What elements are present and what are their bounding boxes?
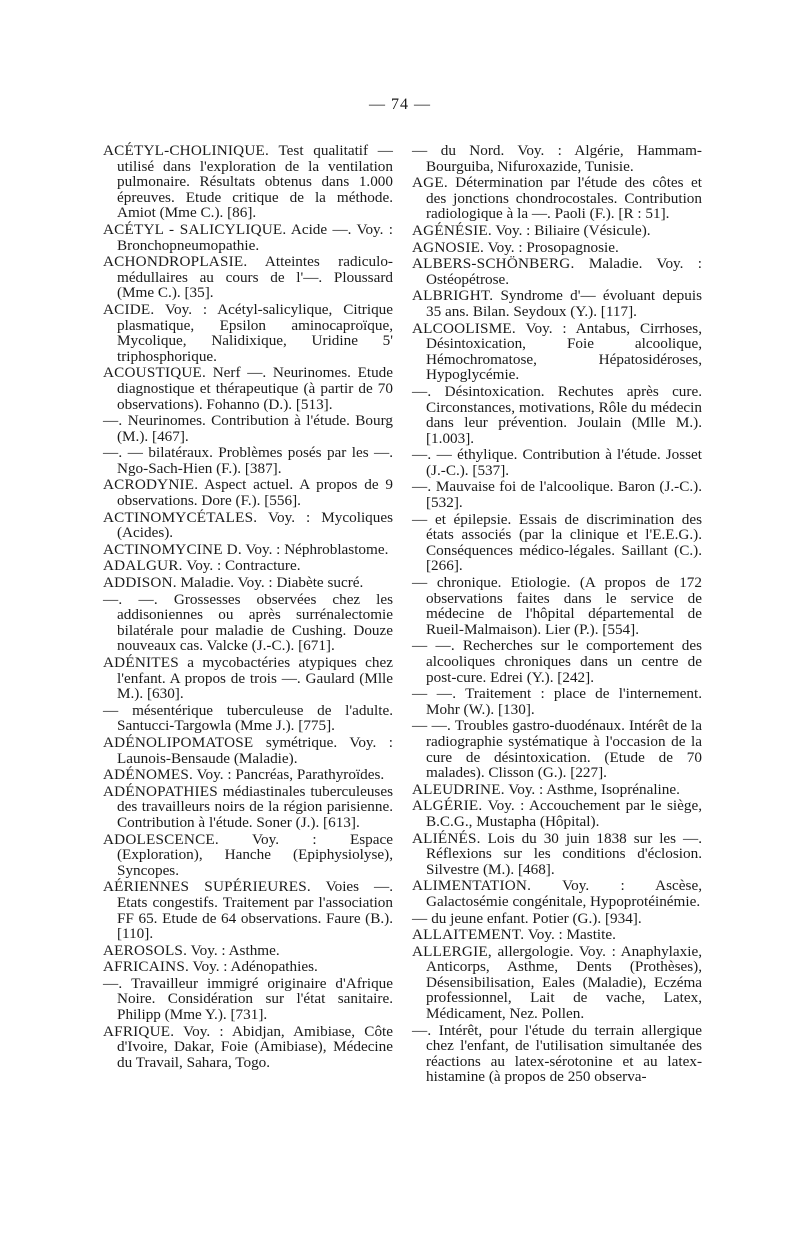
index-entry: [103, 558, 393, 574]
entry-headword: ALIMENTATION.: [412, 877, 532, 895]
index-entry: [412, 686, 702, 717]
entry-headword: —. —: [412, 446, 453, 464]
index-entry: [412, 175, 702, 222]
entry-text: Maladie. Voy. : Diabète sucré.: [180, 574, 364, 592]
entry-headword: ALEUDRINE.: [412, 780, 505, 798]
index-entry: [412, 384, 702, 446]
entry-headword: ACRODYNIE.: [103, 476, 199, 494]
entry-text: — bilatéraux. Problèmes posés par les —. Ngo-Sach-Hien (F.). [387].: [117, 444, 393, 477]
index-entry: [412, 638, 702, 685]
entry-headword: ADALGUR.: [103, 557, 183, 575]
index-entry: [103, 254, 393, 301]
index-entry: [103, 413, 393, 444]
entry-headword: —.: [103, 412, 123, 430]
index-entry: [412, 944, 702, 1022]
entry-headword: ADÉNOMES.: [103, 766, 193, 784]
index-entry: [103, 1024, 393, 1071]
entry-headword: — —.: [412, 637, 455, 655]
index-entry: [103, 510, 393, 541]
entry-headword: ALCOOLISME.: [412, 319, 516, 337]
entry-headword: —: [412, 909, 428, 927]
entry-text: Nerf —. Neurinomes. Etude diagnostique et thérapeutique (à partir de 70 observations). Fohanno (D.). [513].: [117, 364, 394, 413]
entry-headword: ALLERGIE,: [412, 942, 492, 960]
entry-text: Voy. : Abidjan, Amibiase, Côte d'Ivoire, Dakar, Foie (Amibiase), Médecine du Travail, Sahara, Togo.: [117, 1022, 393, 1071]
index-entry: [412, 288, 702, 319]
index-entry: [103, 784, 393, 831]
index-entry: [412, 782, 702, 798]
entry-headword: AÉRIENNES SUPÉRIEURES.: [103, 878, 311, 896]
entry-text: Troubles gastro-duodénaux. Intérêt de la radiographie systématique à l'occasion de la cure de désintoxication. (Etude de 70 malades). Clisson (G.). [227].: [426, 717, 702, 782]
entry-headword: ACÉTYL-CHOLINIQUE.: [103, 142, 269, 159]
index-entry: [103, 445, 393, 476]
entry-headword: —.: [412, 1021, 432, 1039]
entry-text: Désintoxication. Rechutes après cure. Circonstances, motivations, Rôle du médecin dans leur prévention. Joulain (Mlle M.). [1.003].: [426, 382, 702, 447]
index-entry: [103, 302, 393, 364]
entry-text: Voy. : Contracture.: [186, 557, 301, 575]
entry-headword: —.: [412, 478, 432, 496]
index-entry: [103, 655, 393, 702]
entry-text: Recherches sur le comportement des alcooliques chroniques dans un centre de post-cure. Edrei (Y.). [242].: [426, 637, 702, 686]
entry-text: Voy. : Néphroblastome.: [245, 540, 389, 558]
entry-text: Voy. : Adénopathies.: [192, 958, 318, 976]
entry-text: Voy. : Antabus, Cirrhoses, Désintoxication, Foie alcoolique, Hémochromatose, Hépatosidéroses, Hypoglycémie.: [426, 319, 702, 384]
entry-text: du Nord. Voy. : Algérie, Hammam-Bourguiba, Nifuroxazide, Tunisie.: [426, 142, 702, 175]
entry-headword: ALBRIGHT.: [412, 287, 494, 305]
index-entry: [412, 512, 702, 574]
index-entry: [412, 911, 702, 927]
entry-text: et épilepsie. Essais de discrimination des états associés (par la clinique et l'E.E.G.). Conséquences médico-légales. Saillant (C.). [266].: [426, 510, 703, 575]
entry-headword: AFRIQUE.: [103, 1022, 175, 1040]
entry-headword: —. —.: [103, 590, 158, 608]
index-entry: [103, 222, 393, 253]
index-entry: [103, 592, 393, 654]
index-entry: [412, 718, 702, 780]
entry-headword: —.: [103, 444, 123, 462]
entry-text: Acide —. Voy. : Bronchopneumopathie.: [117, 220, 393, 254]
entry-text: Voy. : Asthme.: [190, 941, 280, 959]
index-entry: [103, 943, 393, 959]
index-entry: [103, 703, 393, 734]
entry-text: Mauvaise foi de l'alcoolique. Baron (J.-C.). [532].: [426, 478, 702, 512]
entry-text: Aspect actuel. A propos de 9 observations. Dore (F.). [556].: [117, 476, 393, 510]
entry-text: Voy. : Prosopagnosie.: [487, 238, 619, 256]
entry-text: Atteintes radiculo-médullaires au cours de l'—. Ploussard (Mme C.). [35].: [117, 253, 393, 302]
entry-text: Syndrome d'— évoluant depuis 35 ans. Bilan. Seydoux (Y.). [117].: [426, 287, 703, 320]
index-entry: [412, 798, 702, 829]
index-entry: [103, 477, 393, 508]
index-entry: [412, 878, 702, 909]
index-entry: [103, 575, 393, 591]
entry-text: Voy. : Biliaire (Vésicule).: [495, 221, 651, 239]
entry-headword: ALGÉRIE.: [412, 797, 483, 815]
entry-headword: —: [412, 510, 428, 528]
entry-text: médiastinales tuberculeuses des travailleurs noirs de la région parisienne. Contribution à l'étude. Soner (J.). [613].: [117, 782, 393, 831]
entry-text: a mycobactéries atypiques chez l'enfant. A propos de trois —. Gaulard (Mlle M.). [630].: [117, 654, 393, 703]
entry-text: Neurinomes. Contribution à l'étude. Bourg (M.). [467].: [117, 412, 393, 445]
page-number: — 74 —: [369, 96, 431, 113]
index-entry: [412, 447, 702, 478]
entry-headword: ADÉNOPATHIES: [103, 782, 218, 800]
index-entry: [412, 223, 702, 239]
entry-headword: ADÉNITES: [103, 654, 179, 671]
entry-text: allergologie. Voy. : Anaphylaxie, Anticorps, Asthme, Dents (Prothèses), Désensibilisation, Eales (Maladie), Eczéma professionnel, Lait de vache, Latex, Médicament, Nez. Pollen.: [426, 942, 702, 1023]
entry-text: Voy. : Asthme, Isoprénaline.: [508, 780, 680, 798]
entry-text: du jeune enfant. Potier (G.). [934].: [431, 909, 642, 927]
entry-headword: ADÉNOLIPOMATOSE: [103, 733, 254, 751]
entry-text: mésentérique tuberculeuse de l'adulte. Santucci-Targowla (Mme J.). [775].: [117, 701, 393, 735]
entry-text: chronique. Etiologie. (A propos de 172 observations faites dans le service de médecine de l'hôpital départemental de Rueil-Malmaison). Lier (P.). [554].: [426, 574, 702, 638]
entry-text: Voy. : Mastite.: [527, 926, 616, 944]
entry-headword: —: [103, 701, 119, 719]
index-entry: [412, 479, 702, 510]
entry-text: Traitement : place de l'internement. Mohr (W.). [130].: [426, 685, 702, 718]
index-entry: [412, 240, 702, 256]
index-entry: [412, 143, 702, 174]
entry-text: symétrique. Voy. : Launois-Bensaude (Maladie).: [117, 733, 394, 767]
entry-text: Voies —. Etats congestifs. Traitement par l'association FF 65. Etude de 64 observations. Faure (B.). [110].: [117, 878, 393, 943]
index-entry: [103, 767, 393, 783]
entry-headword: ACIDE.: [103, 300, 155, 318]
entry-headword: —.: [103, 974, 123, 992]
entry-headword: ALIÉNÉS.: [412, 829, 481, 847]
entry-headword: ACTINOMYCÉTALES.: [103, 508, 258, 526]
entry-headword: —.: [412, 382, 432, 400]
entry-text: Grossesses observées chez les addisoniennes ou après surrénalectomie bilatérale pour maladie de Cushing. Douze nouveaux cas. Valcke (J.-C.). [671].: [117, 590, 394, 655]
index-entry: [412, 927, 702, 943]
entry-headword: —: [412, 574, 428, 592]
entry-headword: AGNOSIE.: [412, 238, 485, 256]
entry-text: Lois du 30 juin 1838 sur les —. Réflexions sur les conditions d'éclosion. Silvestre (M.). [468].: [426, 829, 703, 878]
entry-headword: — —.: [412, 685, 457, 703]
entry-headword: ALBERS-SCHÖNBERG.: [412, 255, 575, 273]
index-entry: [412, 321, 702, 383]
entry-text: Intérêt, pour l'étude du terrain allergique chez l'enfant, de l'utilisation simultanée des réactions au latex-sérotonine et au latex-histamine (à propos de 250 observa-: [426, 1021, 703, 1086]
left-column: [103, 143, 393, 1071]
entry-text: Détermination par l'étude des côtes et des jonctions chondrocostales. Contribution radiologique à la —. Paoli (F.). [R : 51].: [426, 174, 702, 223]
entry-headword: — —.: [412, 717, 452, 735]
index-entry: [412, 1023, 702, 1085]
entry-headword: ACTINOMYCINE D.: [103, 540, 242, 558]
entry-text: Test qualitatif — utilisé dans l'exploration de la ventilation pulmonaire. Résultats obtenus dans 1.000 épreuves. Etude critique de la méthode. Amiot (Mme C.). [86].: [117, 142, 393, 222]
entry-text: Voy. : Mycoliques (Acides).: [117, 508, 393, 542]
index-entry: [103, 976, 393, 1023]
index-entry: [412, 256, 702, 287]
entry-headword: AGÉNÉSIE.: [412, 221, 492, 239]
index-entry: [412, 575, 702, 637]
entry-headword: —: [412, 142, 428, 159]
entry-text: Voy. : Pancréas, Parathyroïdes.: [196, 766, 385, 784]
entry-headword: ACOUSTIQUE.: [103, 364, 207, 382]
entry-text: Voy. : Acétyl-salicylique, Citrique plasmatique, Epsilon aminocaproïque, Mycolique, Nalidixique, Uridine 5' triphosphorique.: [117, 300, 393, 365]
index-entry: [103, 735, 393, 766]
entry-text: éthylique. Contribution à l'étude. Josset (J.-C.). [537].: [426, 446, 703, 479]
entry-headword: ADDISON.: [103, 574, 177, 592]
entry-text: Travailleur immigré originaire d'Afrique Noire. Considération sur l'état sanitaire. Philipp (Mme Y.). [731].: [117, 974, 393, 1024]
entry-headword: AGE.: [412, 174, 448, 192]
right-column: [412, 143, 702, 1086]
entry-headword: ALLAITEMENT.: [412, 926, 525, 944]
entry-text: Voy. : Accouchement par le siège, B.C.G., Mustapha (Hôpital).: [426, 797, 702, 830]
entry-text: Voy. : Ascèse, Galactosémie congénitale, Hypoprotéinémie.: [426, 877, 702, 910]
entry-headword: AEROSOLS.: [103, 941, 188, 959]
index-entry: [412, 831, 702, 878]
entry-headword: ACÉTYL - SALICYLIQUE.: [103, 220, 287, 238]
index-entry: [103, 542, 393, 558]
entry-headword: ACHONDROPLASIE.: [103, 253, 248, 271]
index-entry: [103, 959, 393, 975]
entry-headword: AFRICAINS.: [103, 958, 189, 976]
entry-text: Voy. : Espace (Exploration), Hanche (Epiphysiolyse), Syncopes.: [117, 830, 393, 879]
index-entry: [103, 143, 393, 221]
index-entry: [103, 832, 393, 879]
entry-text: Maladie. Voy. : Ostéopétrose.: [426, 255, 702, 288]
index-entry: [103, 879, 393, 941]
index-entry: [103, 365, 393, 412]
entry-headword: ADOLESCENCE.: [103, 830, 219, 848]
